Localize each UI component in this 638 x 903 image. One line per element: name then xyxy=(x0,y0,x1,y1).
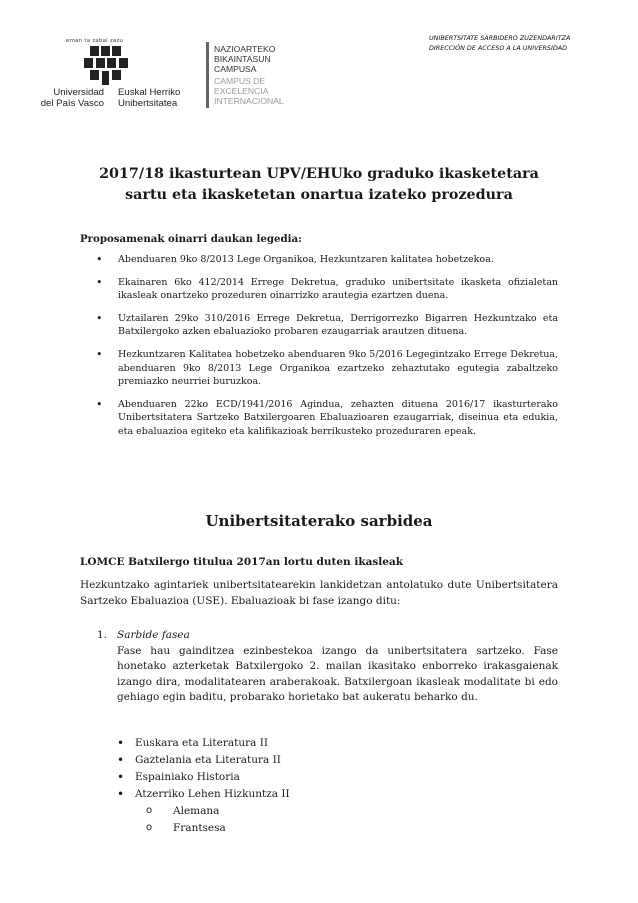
subject-list xyxy=(117,735,537,837)
campus-label-eu: NAZIOARTEKO BIKAINTASUN CAMPUSA xyxy=(214,44,276,74)
legal-item: • Hezkuntzaren Kalitatea hobetzeko abenduaren 9ko 5/2016 Legegintzako Errege Dekretua, abenduaren 9ko 8/2013 Lege Organikoa ezartzeko zehaztutako egutegia zabaltzeko premiazko neurriei buruzkoa. xyxy=(96,348,558,389)
document-title: 2017/18 ikasturtean UPV/EHUko graduko ikasketetara sartu eta ikasketetan onartua izateko prozedura xyxy=(99,166,539,203)
legal-list xyxy=(96,253,558,448)
subject-item: • Euskara eta Literatura II xyxy=(117,735,537,752)
section-title: Unibertsitaterako sarbidea xyxy=(205,512,433,530)
phase-number: 1. xyxy=(97,629,108,641)
subject-item: • Espainiako Historia xyxy=(117,769,537,786)
language-item: o Frantsesa xyxy=(117,820,537,837)
office-name: UNIBERTSITATE SARBIDERO ZUZENDARITZA DIRECCIÓN DE ACCESO A LA UNIVERSIDAD xyxy=(429,34,571,52)
phase-body xyxy=(117,628,558,706)
university-name-eu: Euskal Herriko Unibertsitatea xyxy=(118,87,181,109)
legal-item: • Abenduaren 9ko 8/2013 Lege Organikoa, Hezkuntzaren kalitatea hobetzekoa. xyxy=(96,253,558,267)
language-item: o Alemana xyxy=(117,803,537,820)
campus-label-es: CAMPUS DE EXCELENCIA INTERNACIONAL xyxy=(214,76,284,106)
subject-item xyxy=(117,786,537,803)
legal-item: • Abenduaren 22ko ECD/1941/2016 Agindua, zehazten dituena 2016/17 ikasturterako Unibertsitatera Sartzeko Batxilergoaren Ebaluazioaren ezaugarriak, diseinua eta edukia, eta ebaluazioa egiteko eta kalifikazioak berrikusteko prozeduraren epeak. xyxy=(96,398,558,439)
logo-motto: eman ta zabal zazu xyxy=(66,38,124,44)
intro-paragraph: Hezkuntzako agintariek unibertsitatearekin lankidetzan antolatuko dute Unibertsitatera Sartzeko Ebaluazioa (USE). Ebaluazioak bi fase izango ditu: xyxy=(80,579,558,607)
phase-text: Fase hau gainditzea ezinbestekoa izango da unibertsitatera sartzeko. Fase honetako azterketak Batxilergoko 2. mailan ikasitako enborreko irakasgaienak izango dira, modalitatearen araberakoak. Batxilergoan ikasleak modalitate bi edo gehiago egin baditu, probarako horietako bat aukeratu beharko du. xyxy=(117,644,558,703)
logo-divider xyxy=(206,42,209,108)
subject-item: • Gaztelania eta Literatura II xyxy=(117,752,537,769)
subject-label: Atzerriko Lehen Hizkuntza II xyxy=(135,788,290,800)
university-emblem-icon xyxy=(76,38,136,88)
language-group xyxy=(117,803,537,837)
legal-item: • Uztailaren 29ko 310/2016 Errege Dekretua, Derrigorrezko Bigarren Hezkuntzako eta Batxilergoko azken ebaluazioko probaren ezaugarriak arautzen dituena. xyxy=(96,312,558,339)
lomce-heading: LOMCE Batxilergo titulua 2017an lortu duten ikasleak xyxy=(80,556,404,568)
legal-item: • Ekainaren 6ko 412/2014 Errege Dekretua, graduko unibertsitate ikasketa ofizialetan ikasleak onartzeko prozeduren oinarrizko arautegia ezartzen duena. xyxy=(96,276,558,303)
university-name-es: Universidad del País Vasco xyxy=(40,87,104,109)
legal-heading: Proposamenak oinarri daukan legedia: xyxy=(80,233,302,245)
phase-name: Sarbide fasea xyxy=(117,629,190,641)
language-list xyxy=(117,803,537,837)
university-logo xyxy=(26,38,284,110)
